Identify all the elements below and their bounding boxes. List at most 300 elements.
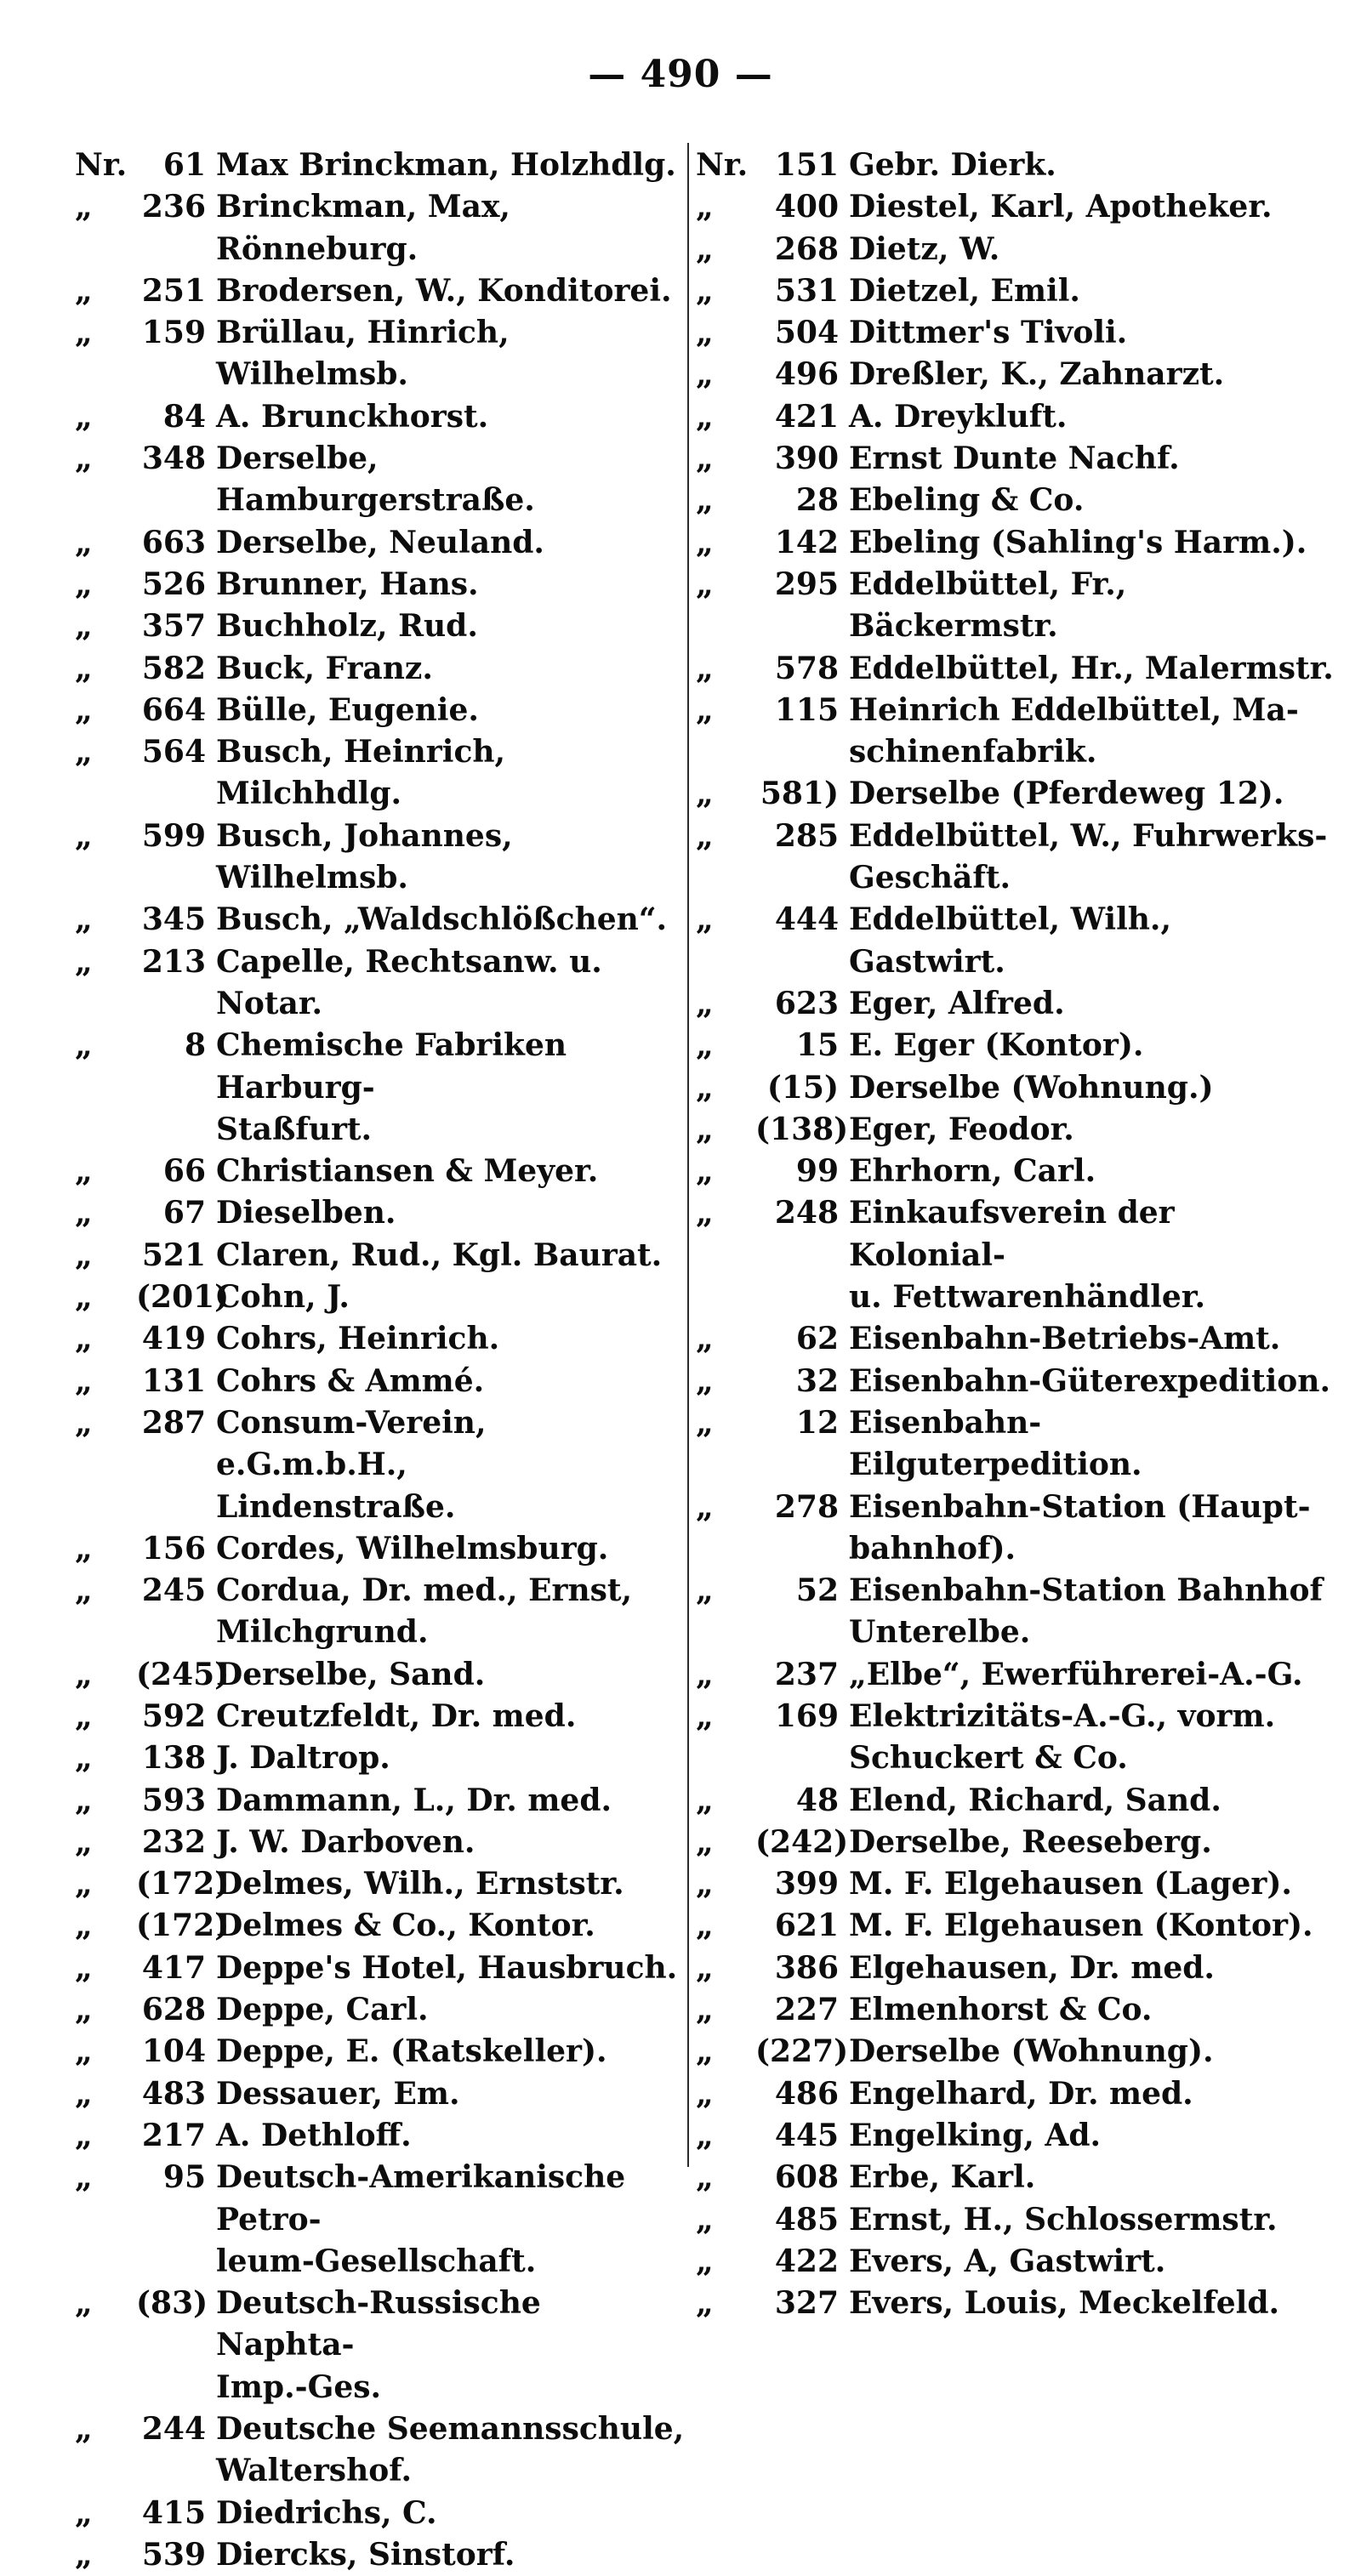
entry-name: Deppe's Hotel, Hausbruch.: [216, 1949, 678, 1986]
entry-prefix: „: [75, 441, 93, 477]
entry-number: 48: [795, 1782, 839, 1818]
entry-number: 421: [774, 398, 839, 435]
entry-name: Evers, A, Gastwirt.: [849, 2243, 1166, 2279]
entry-prefix: „: [75, 1866, 93, 1902]
directory-entry: [696, 1905, 1334, 1947]
entry-name: Eddelbüttel, Hr., Malermstr.: [849, 650, 1334, 686]
entry-number: 138: [141, 1740, 206, 1777]
entry-prefix: „: [75, 1823, 93, 1860]
entry-number: 213: [141, 943, 206, 980]
entry-number: 564: [141, 734, 206, 771]
entry-name: M. F. Elgehausen (Lager).: [849, 1866, 1292, 1902]
entry-name: Brodersen, W., Konditorei.: [216, 272, 672, 309]
entry-prefix: „: [75, 1949, 93, 1986]
entry-number: 483: [141, 2075, 206, 2112]
directory-entry: [696, 2073, 1334, 2115]
entry-name: Deutsch-Amerikanische Petro- leum-Gesellschaft.: [216, 2159, 626, 2279]
entry-name: Gebr. Dierk.: [849, 147, 1056, 183]
directory-entry: [696, 1863, 1334, 1905]
entry-prefix: „: [696, 1321, 714, 1357]
directory-entry: [75, 1151, 687, 1192]
entry-prefix: „: [696, 1949, 714, 1986]
directory-entry: [696, 816, 1334, 900]
directory-entry: [75, 1277, 687, 1318]
entry-prefix: „: [75, 398, 93, 435]
entry-prefix: „: [75, 2494, 93, 2531]
entry-name: Eddelbüttel, Wilh., Gastwirt.: [849, 901, 1182, 980]
entry-name: Cordes, Wilhelmsburg.: [216, 1530, 609, 1567]
directory-entry: [75, 1780, 687, 1822]
entry-prefix: „: [75, 1237, 93, 1273]
page-number: — 490 —: [588, 53, 773, 96]
entry-prefix: „: [75, 1279, 93, 1316]
entry-name: Derselbe, Reeseberg.: [849, 1823, 1212, 1860]
entry-prefix: „: [696, 901, 714, 938]
directory-entry: [696, 773, 1334, 815]
directory-entry: [696, 270, 1334, 312]
entry-number: 664: [141, 691, 206, 728]
entry-number: 419: [141, 1321, 206, 1357]
entry-name: Eddelbüttel, W., Fuhrwerks- Geschäft.: [849, 817, 1328, 896]
directory-entry: [75, 1528, 687, 1570]
entry-prefix: „: [696, 524, 714, 560]
directory-entry: [75, 899, 687, 941]
entry-number: 592: [141, 1697, 206, 1734]
entry-number: 99: [795, 1153, 839, 1190]
entry-prefix: „: [75, 2159, 93, 2196]
entry-number: 248: [774, 1195, 839, 1231]
entry-number: 623: [774, 985, 839, 1021]
entry-prefix: „: [696, 691, 714, 728]
entry-number: 156: [141, 1530, 206, 1567]
entry-name: Creutzfeldt, Dr. med.: [216, 1697, 577, 1734]
entry-number: 327: [774, 2285, 839, 2322]
entry-name: Diedrichs, C.: [216, 2494, 437, 2531]
entry-prefix: „: [696, 356, 714, 393]
entry-number: 237: [774, 1656, 839, 1692]
entry-prefix: „: [696, 1111, 714, 1147]
directory-entry: [696, 690, 1334, 774]
entry-number: 593: [141, 1782, 206, 1818]
entry-name: Chemische Fabriken Harburg- Staßfurt.: [216, 1027, 567, 1147]
directory-entry: [75, 606, 687, 647]
entry-prefix: „: [75, 1027, 93, 1064]
entry-prefix: „: [75, 1530, 93, 1567]
entry-number: 278: [774, 1488, 839, 1525]
entry-prefix: „: [696, 2117, 714, 2153]
entry-name: Buchholz, Rud.: [216, 608, 478, 645]
entry-prefix: „: [696, 1488, 714, 1525]
entry-prefix: „: [696, 1782, 714, 1818]
entry-prefix: „: [696, 776, 714, 812]
directory-entry: [696, 1570, 1334, 1654]
directory-entry: [75, 1948, 687, 1989]
entry-name: Ebeling (Sahling's Harm.).: [849, 524, 1307, 560]
entry-name: Delmes, Wilh., Ernststr.: [216, 1866, 624, 1902]
entry-prefix: „: [75, 691, 93, 728]
entry-name: A. Brunckhorst.: [216, 398, 489, 435]
entry-name: Dittmer's Tivoli.: [849, 315, 1128, 351]
entry-name: Busch, Johannes, Wilhelmsb.: [216, 817, 524, 896]
entry-number: 399: [774, 1866, 839, 1902]
entry-name: Diercks, Sinstorf.: [216, 2536, 515, 2573]
directory-entry: [696, 1402, 1334, 1487]
entry-prefix: „: [75, 1404, 93, 1441]
entry-number: 581): [760, 776, 839, 812]
directory-entry: [75, 2073, 687, 2115]
directory-entry: [75, 1318, 687, 1360]
directory-entry: [696, 1025, 1334, 1066]
entry-number: (227): [755, 2033, 849, 2070]
entry-number: 496: [774, 356, 839, 393]
entry-name: Dreßler, K., Zahnarzt.: [849, 356, 1225, 393]
entry-prefix: „: [696, 1069, 714, 1106]
directory-entry: [696, 1151, 1334, 1192]
entry-prefix: „: [696, 1908, 714, 1944]
entry-name: Eisenbahn-Eilguterpedition.: [849, 1404, 1142, 1483]
entry-number: (172): [136, 1908, 230, 1944]
entry-number: 400: [774, 189, 839, 225]
entry-name: Derselbe, Sand.: [216, 1656, 486, 1692]
directory-entry: [696, 1192, 1334, 1318]
entry-number: 232: [141, 1823, 206, 1860]
entry-number: 348: [141, 441, 206, 477]
entry-prefix: „: [75, 272, 93, 309]
entry-number: (83): [136, 2285, 208, 2322]
directory-entry: [696, 2199, 1334, 2241]
entry-prefix: „: [696, 272, 714, 309]
directory-entry: [75, 1654, 687, 1696]
entry-prefix: „: [75, 817, 93, 854]
directory-entry: [75, 186, 687, 270]
entry-number: 104: [141, 2033, 206, 2070]
entry-name: Erbe, Karl.: [849, 2159, 1036, 2196]
directory-entry: [696, 229, 1334, 270]
entry-name: Diestel, Karl, Apotheker.: [849, 189, 1273, 225]
entry-number: 422: [774, 2243, 839, 2279]
entry-prefix: „: [696, 2033, 714, 2070]
entry-prefix: „: [75, 608, 93, 645]
entry-name: J. W. Darboven.: [216, 1823, 475, 1860]
entry-prefix: „: [75, 901, 93, 938]
entry-number: 663: [141, 524, 206, 560]
entry-number: 66: [162, 1153, 206, 1190]
entry-name: Deppe, Carl.: [216, 1992, 429, 2028]
directory-entry: [696, 1696, 1334, 1780]
directory-entry: [696, 396, 1334, 438]
entry-name: Derselbe (Wohnung).: [849, 2033, 1214, 2070]
directory-entry: [696, 1822, 1334, 1863]
entry-name: Cordua, Dr. med., Ernst, Milchgrund.: [216, 1572, 633, 1651]
directory-entry: [696, 1487, 1334, 1571]
entry-number: 608: [774, 2159, 839, 2196]
entry-prefix: „: [696, 985, 714, 1021]
entry-prefix: „: [696, 1992, 714, 2028]
entry-number: 486: [774, 2075, 839, 2112]
entry-prefix: „: [696, 482, 714, 519]
entry-number: 32: [795, 1362, 839, 1399]
directory-entry: [75, 1696, 687, 1737]
entry-name: Capelle, Rechtsanw. u. Notar.: [216, 943, 613, 1021]
entry-number: 295: [774, 566, 839, 602]
entry-name: Elektrizitäts-A.-G., vorm. Schuckert & Co.: [849, 1697, 1276, 1777]
directory-entry: [696, 1318, 1334, 1360]
directory-entry: [75, 2157, 687, 2283]
entry-name: Elend, Richard, Sand.: [849, 1782, 1221, 1818]
entry-prefix: „: [696, 398, 714, 435]
entry-name: Derselbe (Pferdeweg 12).: [849, 776, 1284, 812]
entry-number: 15: [795, 1027, 839, 1064]
entry-name: Busch, Heinrich, Milchhdlg.: [216, 734, 516, 812]
directory-entry: [75, 270, 687, 312]
entry-prefix: „: [696, 441, 714, 477]
column-divider: [687, 143, 689, 2167]
directory-entry: [696, 312, 1334, 354]
directory-entry: [75, 1905, 687, 1947]
entry-name: Evers, Louis, Meckelfeld.: [849, 2285, 1280, 2322]
entry-name: Deutsch-Russische Naphta- Imp.-Ges.: [216, 2285, 541, 2405]
directory-entry: [696, 2115, 1334, 2157]
entry-name: Dieselben.: [216, 1195, 396, 1231]
entry-number: 8: [184, 1027, 206, 1064]
entry-name: Eisenbahn-Betriebs-Amt.: [849, 1321, 1281, 1357]
entry-number: 236: [141, 189, 206, 225]
entry-name: A. Dethloff.: [216, 2117, 412, 2153]
entry-prefix: „: [75, 2411, 93, 2448]
directory-entry: [75, 145, 687, 186]
entry-number: 599: [141, 817, 206, 854]
directory-entry: [696, 564, 1334, 648]
entry-name: Claren, Rud., Kgl. Baurat.: [216, 1237, 663, 1273]
entry-name: Ehrhorn, Carl.: [849, 1153, 1096, 1190]
entry-number: 217: [141, 2117, 206, 2153]
entry-name: Brunner, Hans.: [216, 566, 479, 602]
entry-prefix: „: [75, 2117, 93, 2153]
directory-entry: [75, 2115, 687, 2157]
entry-prefix: „: [696, 1027, 714, 1064]
entry-prefix: „: [696, 2285, 714, 2322]
entry-prefix: „: [75, 2033, 93, 2070]
directory-entry: [75, 941, 687, 1026]
directory-entry: [696, 186, 1334, 228]
entry-prefix: „: [75, 1572, 93, 1609]
entry-number: 415: [141, 2494, 206, 2531]
directory-entry: [75, 1192, 687, 1234]
directory-entry: [75, 2534, 687, 2576]
entry-number: 444: [774, 901, 839, 938]
entry-prefix: „: [696, 650, 714, 686]
entry-prefix: Nr.: [696, 147, 749, 183]
entry-number: 287: [141, 1404, 206, 1441]
entry-prefix: „: [75, 524, 93, 560]
directory-entry: [696, 1654, 1334, 1696]
entry-number: 62: [795, 1321, 839, 1357]
entry-prefix: „: [75, 2285, 93, 2322]
directory-entry: [75, 648, 687, 690]
entry-prefix: „: [75, 650, 93, 686]
directory-entry: [75, 1989, 687, 2031]
entry-number: 52: [795, 1572, 839, 1609]
entry-prefix: „: [696, 1572, 714, 1609]
entry-number: 531: [774, 272, 839, 309]
entry-number: (245): [136, 1656, 230, 1692]
entry-name: Dessauer, Em.: [216, 2075, 460, 2112]
entry-prefix: „: [696, 1362, 714, 1399]
entry-number: 115: [774, 691, 839, 728]
entry-number: 159: [141, 315, 206, 351]
entry-name: Busch, „Waldschlößchen“.: [216, 901, 668, 938]
entry-number: 539: [141, 2536, 206, 2573]
directory-entry: [696, 1780, 1334, 1822]
entry-number: 390: [774, 441, 839, 477]
entry-name: A. Dreykluft.: [849, 398, 1068, 435]
entry-name: Derselbe (Wohnung.): [849, 1069, 1214, 1106]
entry-name: Eger, Feodor.: [849, 1111, 1074, 1147]
entry-number: 151: [774, 147, 839, 183]
entry-name: Eger, Alfred.: [849, 985, 1065, 1021]
directory-entry: [696, 1361, 1334, 1402]
directory-entry: [75, 312, 687, 396]
directory-entry: [696, 438, 1334, 480]
entry-name: Christiansen & Meyer.: [216, 1153, 599, 1190]
entry-number: 417: [141, 1949, 206, 1986]
entry-name: M. F. Elgehausen (Kontor).: [849, 1908, 1313, 1944]
entry-number: 142: [774, 524, 839, 560]
directory-entry: [696, 480, 1334, 521]
entry-number: (15): [766, 1069, 839, 1106]
entry-number: 628: [141, 1992, 206, 2028]
left-column: [75, 145, 687, 2576]
entry-prefix: „: [696, 1656, 714, 1692]
entry-prefix: „: [696, 1697, 714, 1734]
entry-prefix: „: [75, 189, 93, 225]
entry-number: 485: [774, 2201, 839, 2238]
entry-name: Ebeling & Co.: [849, 482, 1085, 519]
directory-entry: [75, 522, 687, 564]
entry-prefix: „: [75, 1908, 93, 1944]
entry-number: 12: [795, 1404, 839, 1441]
entry-name: Einkaufsverein der Kolonial- u. Fettwarenhändler.: [849, 1195, 1205, 1316]
directory-entry: [696, 2031, 1334, 2073]
directory-entry: [696, 899, 1334, 983]
directory-entry: [75, 2408, 687, 2493]
entry-number: 526: [141, 566, 206, 602]
entry-number: 169: [774, 1697, 839, 1734]
entry-number: 357: [141, 608, 206, 645]
entry-number: (201): [136, 1279, 230, 1316]
entry-prefix: „: [75, 1195, 93, 1231]
entry-name: Delmes & Co., Kontor.: [216, 1908, 595, 1944]
entry-name: Derselbe, Hamburgerstraße.: [216, 441, 535, 519]
entry-number: 61: [162, 147, 206, 183]
entry-prefix: „: [696, 2201, 714, 2238]
entry-name: Deutsche Seemannsschule, Waltershof.: [216, 2411, 685, 2489]
entry-number: (138): [755, 1111, 849, 1147]
entry-number: 285: [774, 817, 839, 854]
entry-prefix: „: [696, 2075, 714, 2112]
entry-prefix: „: [75, 1782, 93, 1818]
entry-name: Heinrich Eddelbüttel, Ma- schinenfabrik.: [849, 691, 1299, 771]
entry-name: Eisenbahn-Güterexpedition.: [849, 1362, 1330, 1399]
directory-entry: [75, 1402, 687, 1528]
directory-entry: [75, 1235, 687, 1277]
entry-prefix: „: [75, 1362, 93, 1399]
entry-name: Deppe, E. (Ratskeller).: [216, 2033, 607, 2070]
entry-number: 28: [795, 482, 839, 519]
entry-name: Eddelbüttel, Fr., Bäckermstr.: [849, 566, 1137, 645]
directory-entry: [75, 564, 687, 606]
entry-name: Elmenhorst & Co.: [849, 1992, 1153, 2028]
entry-prefix: „: [75, 1321, 93, 1357]
entry-name: Brüllau, Hinrich, Wilhelmsb.: [216, 315, 521, 393]
entry-prefix: „: [75, 2075, 93, 2112]
entry-number: 227: [774, 1992, 839, 2028]
entry-prefix: „: [75, 315, 93, 351]
entry-name: „Elbe“, Ewerführerei-A.-G.: [849, 1656, 1303, 1692]
directory-entry: [75, 816, 687, 900]
directory-entry: [75, 1822, 687, 1863]
entry-name: Brinckman, Max, Rönneburg.: [216, 189, 521, 267]
directory-entry: [696, 983, 1334, 1025]
entry-number: 504: [774, 315, 839, 351]
entry-name: J. Daltrop.: [216, 1740, 390, 1777]
directory-entry: [75, 690, 687, 731]
directory-entry: [75, 396, 687, 438]
entry-prefix: „: [75, 1153, 93, 1190]
directory-entry: [696, 648, 1334, 690]
entry-name: Cohrs & Ammé.: [216, 1362, 485, 1399]
entry-prefix: „: [75, 943, 93, 980]
entry-number: 445: [774, 2117, 839, 2153]
entry-number: 244: [141, 2411, 206, 2448]
entry-name: Elgehausen, Dr. med.: [849, 1949, 1215, 1986]
entry-name: Engelking, Ad.: [849, 2117, 1102, 2153]
entry-name: Bülle, Eugenie.: [216, 691, 479, 728]
entry-name: Max Brinckman, Holzhdlg.: [216, 147, 676, 183]
entry-number: 245: [141, 1572, 206, 1609]
entry-number: (242): [755, 1823, 849, 1860]
entry-number: 251: [141, 272, 206, 309]
directory-entry: [75, 1361, 687, 1402]
entry-prefix: „: [696, 1823, 714, 1860]
directory-entry: [75, 1570, 687, 1654]
directory-entry: [696, 1067, 1334, 1109]
directory-entry: [75, 1737, 687, 1779]
entry-number: (172): [136, 1866, 230, 1902]
directory-entry: [696, 2241, 1334, 2283]
directory-entry: [75, 1863, 687, 1905]
directory-entry: [696, 354, 1334, 395]
entry-name: Engelhard, Dr. med.: [849, 2075, 1193, 2112]
directory-entry: [696, 145, 1334, 186]
entry-prefix: „: [696, 1866, 714, 1902]
right-column: [696, 145, 1334, 2324]
directory-entry: [696, 2283, 1334, 2324]
directory-entry: [75, 2031, 687, 2073]
entry-prefix: „: [696, 189, 714, 225]
entry-number: 345: [141, 901, 206, 938]
directory-entry: [696, 2157, 1334, 2198]
entry-name: E. Eger (Kontor).: [849, 1027, 1144, 1064]
entry-prefix: „: [75, 1697, 93, 1734]
directory-entry: [75, 731, 687, 816]
directory-entry: [75, 2493, 687, 2534]
entry-name: Ernst, H., Schlossermstr.: [849, 2201, 1278, 2238]
entry-prefix: „: [696, 1153, 714, 1190]
entry-prefix: „: [696, 315, 714, 351]
entry-name: Ernst Dunte Nachf.: [849, 441, 1180, 477]
entry-name: Consum-Verein, e.G.m.b.H., Lindenstraße.: [216, 1404, 487, 1525]
